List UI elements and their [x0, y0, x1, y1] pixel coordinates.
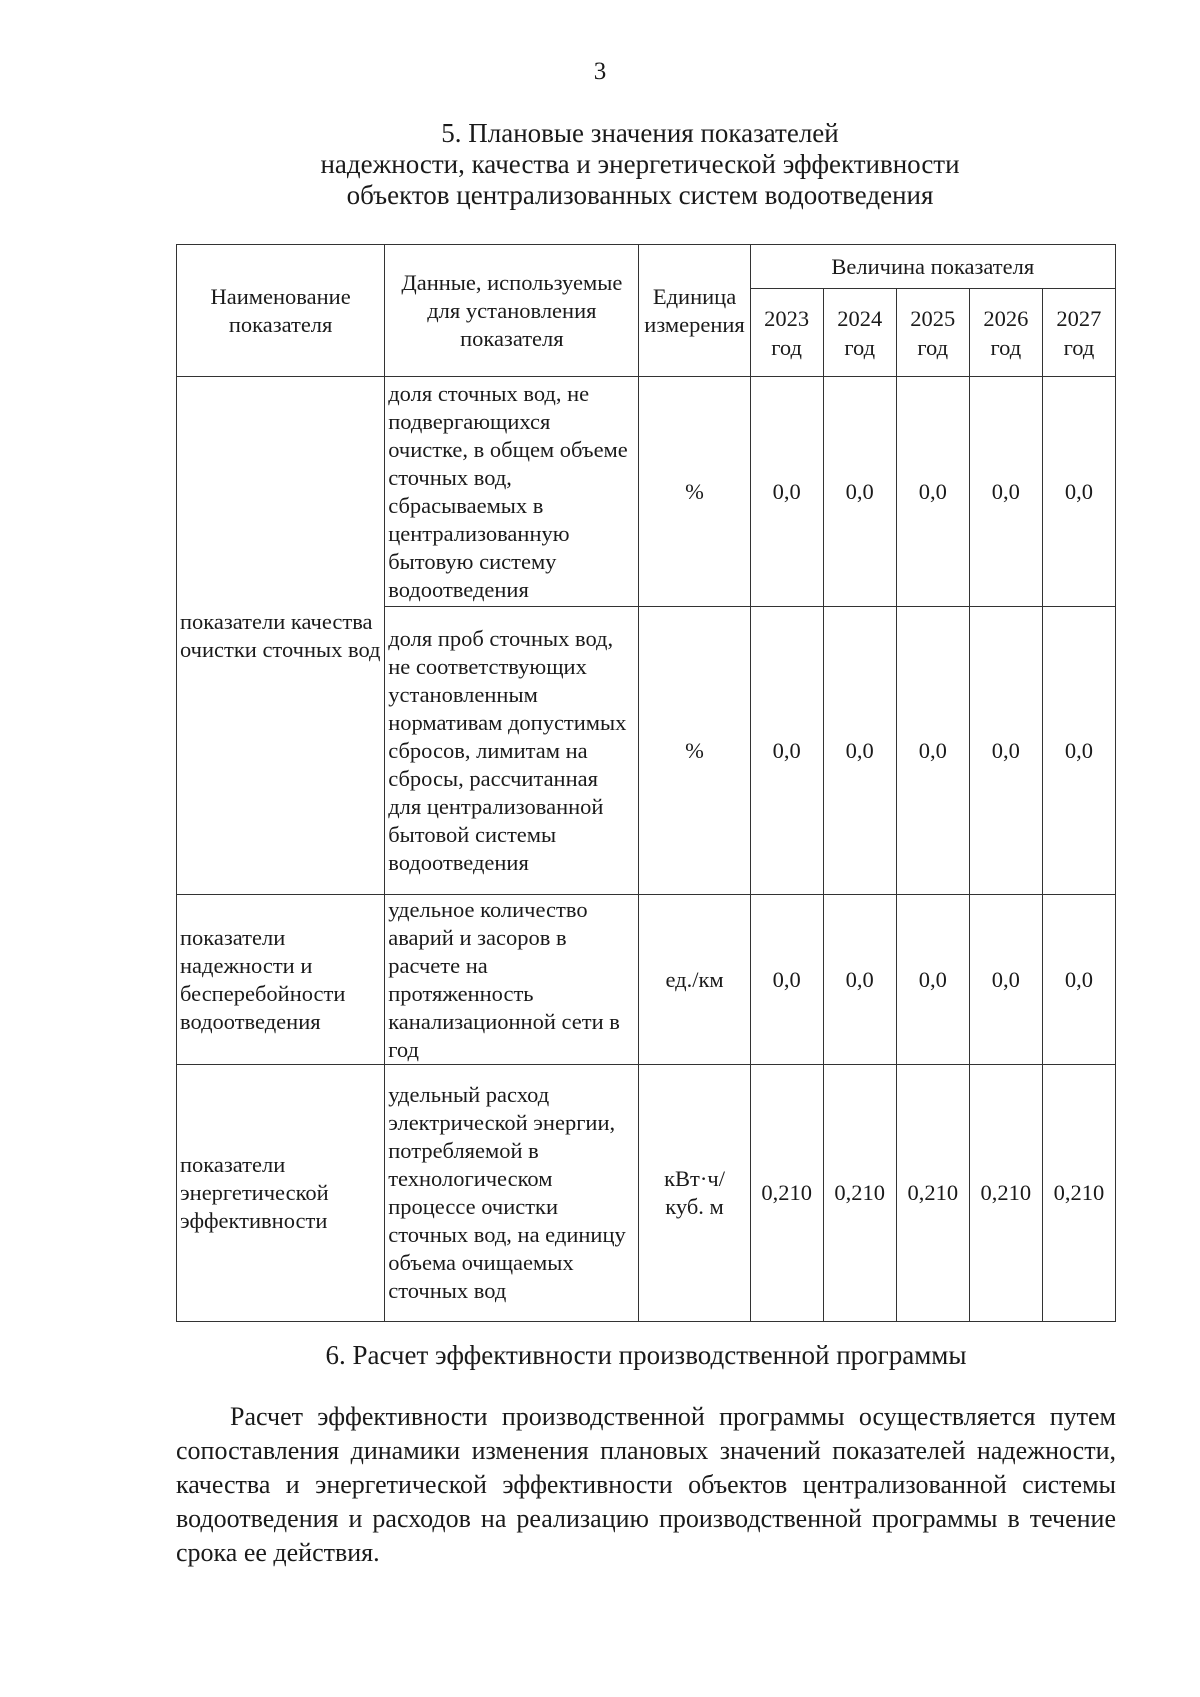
header-year: 2027 год	[1042, 289, 1115, 377]
section-6-title: 6. Расчет эффективности производственной программы	[325, 1340, 967, 1370]
section-5-title-line: надежности, качества и энергетической эффективности	[320, 149, 960, 179]
section-5-title	[170, 118, 1110, 211]
section-5-title-line: 5. Плановые значения показателей	[441, 118, 839, 148]
indicator-value: 0,0	[1042, 607, 1115, 895]
indicator-value: 0,0	[969, 895, 1042, 1065]
header-year: 2024 год	[823, 289, 896, 377]
indicator-value: 0,0	[896, 895, 969, 1065]
indicator-unit: кВт·ч/ куб. м	[639, 1065, 750, 1322]
indicator-value: 0,0	[823, 377, 896, 607]
table-row	[177, 895, 1116, 1065]
indicator-source-data: доля сточных вод, не подвергающихся очистке, в общем объеме сточных вод, сбрасываемых в централизованную бытовую систему водоотведения	[385, 377, 639, 607]
indicator-value: 0,0	[750, 607, 823, 895]
indicator-source-data: доля проб сточных вод, не соответствующих установленным нормативам допустимых сбросов, лимитам на сбросы, рассчитанная для централизованной бытовой системы водоотведения	[385, 607, 639, 895]
indicator-group-name: показатели качества очистки сточных вод	[177, 377, 385, 895]
indicator-value: 0,210	[1042, 1065, 1115, 1322]
indicator-value: 0,210	[896, 1065, 969, 1322]
indicator-source-data: удельное количество аварий и засоров в расчете на протяженность канализационной сети в год	[385, 895, 639, 1065]
indicators-table	[176, 244, 1116, 1322]
indicator-group-name: показатели энергетической эффективности	[177, 1065, 385, 1322]
indicator-value: 0,210	[969, 1065, 1042, 1322]
indicator-value: 0,0	[896, 377, 969, 607]
indicator-value: 0,210	[750, 1065, 823, 1322]
indicator-value: 0,0	[896, 607, 969, 895]
indicator-value: 0,0	[1042, 377, 1115, 607]
indicator-value: 0,0	[750, 377, 823, 607]
header-unit: Единица измерения	[639, 245, 750, 377]
table-row	[177, 1065, 1116, 1322]
indicator-unit: ед./км	[639, 895, 750, 1065]
table-row	[177, 377, 1116, 607]
indicator-value: 0,0	[969, 607, 1042, 895]
section-5-title-line: объектов централизованных систем водоотведения	[346, 180, 934, 210]
indicator-unit: %	[639, 377, 750, 607]
header-year: 2025 год	[896, 289, 969, 377]
indicator-unit: %	[639, 607, 750, 895]
indicator-value: 0,0	[823, 895, 896, 1065]
header-indicator-name: Наименование показателя	[177, 245, 385, 377]
indicator-value: 0,0	[969, 377, 1042, 607]
indicator-value: 0,210	[823, 1065, 896, 1322]
indicator-group-name: показатели надежности и бесперебойности водоотведения	[177, 895, 385, 1065]
header-year: 2026 год	[969, 289, 1042, 377]
header-source-data: Данные, используемые для установления показателя	[385, 245, 639, 377]
indicator-value: 0,0	[750, 895, 823, 1065]
header-value-group: Величина показателя	[750, 245, 1115, 289]
indicator-source-data: удельный расход электрической энергии, потребляемой в технологическом процессе очистки сточных вод, на единицу объема очищаемых сточных вод	[385, 1065, 639, 1322]
page-number: 3	[593, 58, 607, 85]
indicator-value: 0,0	[1042, 895, 1115, 1065]
header-year: 2023 год	[750, 289, 823, 377]
body-paragraph: Расчет эффективности производственной программы осуществляется путем сопоставления динамики изменения плановых значений показателей надежности, качества и энергетической эффективности объектов централизованной системы водоотведения и расходов на реализацию производственной программы в течение срока ее действия.	[176, 1402, 1116, 1567]
indicator-value: 0,0	[823, 607, 896, 895]
